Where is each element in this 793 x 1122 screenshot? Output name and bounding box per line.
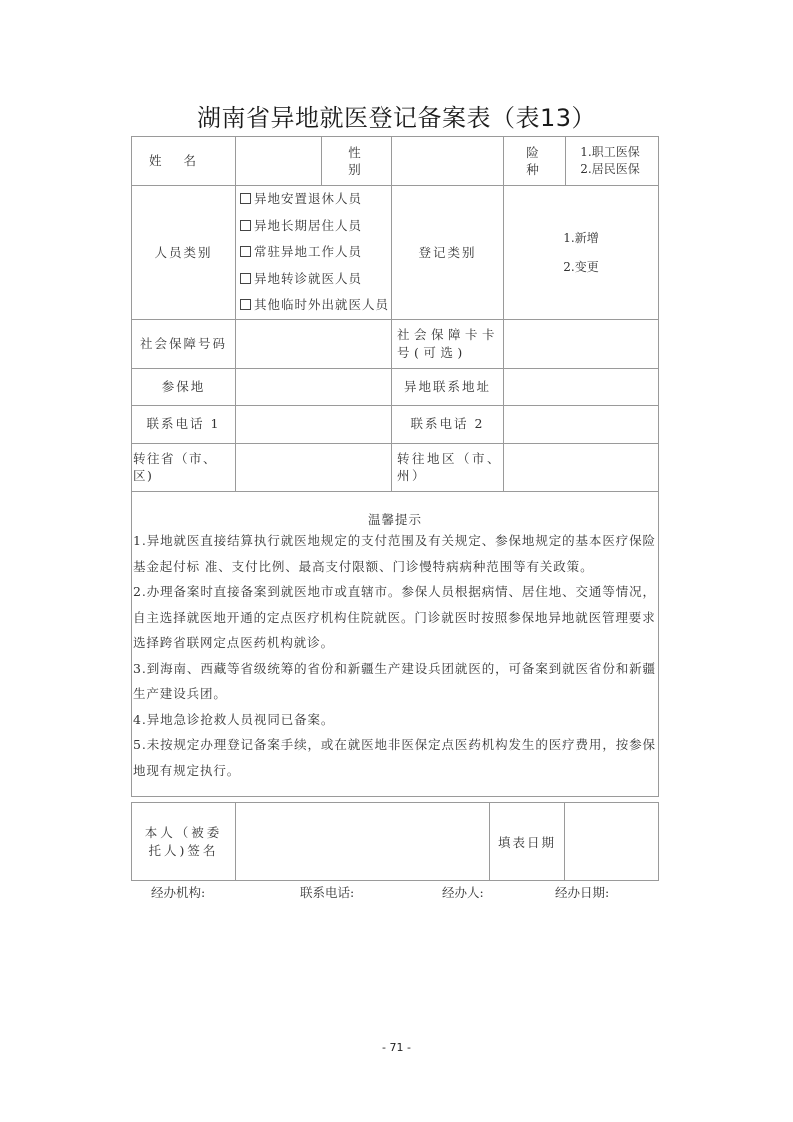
remote-address-field[interactable] <box>504 368 659 405</box>
handling-date-label: 经办日期: <box>555 885 610 900</box>
ssn-label: 社会保障号码 <box>132 319 236 368</box>
agency-label: 经办机构: <box>151 885 206 900</box>
note-item: 5.未按规定办理登记备案手续，或在就医地非医保定点医药机构发生的医疗费用，按参保地现有规定执行。 <box>133 737 656 778</box>
signature-table <box>131 802 659 881</box>
checkbox-icon[interactable] <box>240 220 251 231</box>
notes-title: 温馨提示 <box>367 511 422 527</box>
signer-label: 本人（被委托人)签名 <box>132 803 236 881</box>
note-item: 3.到海南、西藏等省级统筹的省份和新疆生产建设兵团就医的，可备案到就医省份和新疆生产建设兵团。 <box>133 660 656 701</box>
insurance-option-employee[interactable]: 1.职工医保 <box>580 145 640 160</box>
person-category-options <box>236 186 392 320</box>
gender-field[interactable] <box>392 137 504 186</box>
row-social-security <box>132 319 659 368</box>
ss-card-field[interactable] <box>504 319 659 368</box>
insured-place-field[interactable] <box>236 368 392 405</box>
phone2-field[interactable] <box>504 405 659 443</box>
insurance-option-resident[interactable]: 2.居民医保 <box>580 162 640 176</box>
checkbox-icon[interactable] <box>240 246 251 257</box>
person-category-label: 人员类别 <box>132 186 236 320</box>
category-option-referral-patient[interactable]: 异地转诊就医人员 <box>240 266 391 293</box>
phone1-field[interactable] <box>236 405 392 443</box>
insurance-type-label: 险种 <box>504 137 566 186</box>
fill-date-field[interactable] <box>565 803 659 881</box>
registration-form-table <box>131 136 659 797</box>
ss-card-label: 社会保障卡卡号(可选) <box>392 319 504 368</box>
insured-place-label: 参保地 <box>132 368 236 405</box>
signer-field[interactable] <box>236 803 490 881</box>
name-label: 姓名 <box>132 137 236 186</box>
ssn-field[interactable] <box>236 319 392 368</box>
row-name-gender-insurance <box>132 137 659 186</box>
insurance-type-options <box>566 137 659 186</box>
checkbox-icon[interactable] <box>240 273 251 284</box>
page-number: - 71 - <box>382 1041 411 1054</box>
row-transfer <box>132 443 659 491</box>
category-option-retired-relocated[interactable]: 异地安置退休人员 <box>240 186 391 213</box>
row-person-category <box>132 186 659 320</box>
notes-section <box>132 491 659 796</box>
row-signature <box>132 803 659 881</box>
row-notes <box>132 491 659 796</box>
registration-type-label: 登记类别 <box>392 186 504 320</box>
phone1-label: 联系电话 1 <box>132 405 236 443</box>
category-option-temporary-outside[interactable]: 其他临时外出就医人员 <box>240 292 391 319</box>
registration-type-options <box>504 186 659 320</box>
category-option-stationed-worker[interactable]: 常驻异地工作人员 <box>240 239 391 266</box>
form-title: 湖南省异地就医登记备案表（表13） <box>196 104 597 132</box>
transfer-region-label: 转往地区（市、州） <box>392 443 504 491</box>
registration-option-change[interactable]: 2.变更 <box>563 260 599 274</box>
note-item: 2.办理备案时直接备案到就医地市或直辖市。参保人员根据病情、居住地、交通等情况，自主选择就医地开通的定点医疗机构住院就医。门诊就医时按照参保地异地就医管理要求选择跨省联网定点医药机构就诊。 <box>133 584 656 650</box>
name-field[interactable] <box>236 137 322 186</box>
phone2-label: 联系电话 2 <box>392 405 504 443</box>
handler-label: 经办人: <box>442 885 484 900</box>
transfer-region-field[interactable] <box>504 443 659 491</box>
transfer-province-label: 转往省（市、区) <box>132 443 236 491</box>
handler-phone-label: 联系电话: <box>300 885 355 900</box>
category-option-long-term-resident[interactable]: 异地长期居住人员 <box>240 213 391 240</box>
gender-label: 性别 <box>322 137 392 186</box>
note-item: 1.异地就医直接结算执行就医地规定的支付范围及有关规定、参保地规定的基本医疗保险基金起付标 准、支付比例、最高支付限额、门诊慢特病病种范围等有关政策。 <box>133 533 656 574</box>
checkbox-icon[interactable] <box>240 193 251 204</box>
checkbox-icon[interactable] <box>240 299 251 310</box>
remote-address-label: 异地联系地址 <box>392 368 504 405</box>
transfer-province-field[interactable] <box>236 443 392 491</box>
row-insured-place <box>132 368 659 405</box>
row-phones <box>132 405 659 443</box>
fill-date-label: 填表日期 <box>490 803 565 881</box>
registration-option-new[interactable]: 1.新增 <box>563 231 599 245</box>
note-item: 4.异地急诊抢救人员视同已备案。 <box>133 711 335 727</box>
